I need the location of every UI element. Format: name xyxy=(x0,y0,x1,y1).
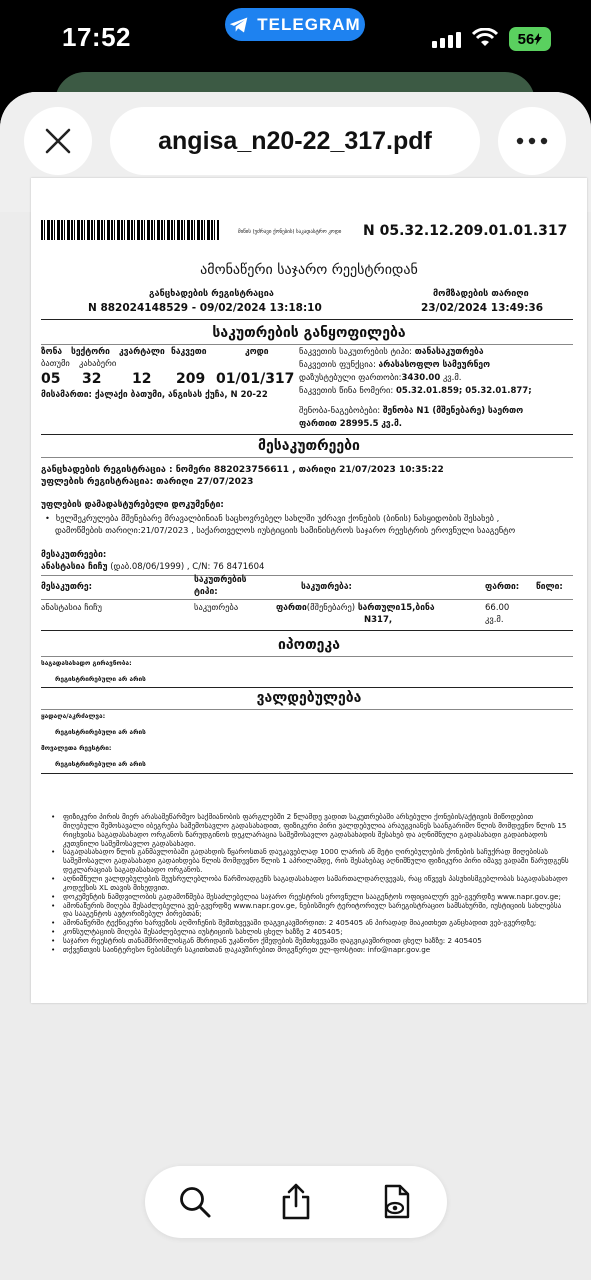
th-owner: მესაკუთრე: xyxy=(41,582,92,592)
pdf-page[interactable] xyxy=(31,178,587,1003)
docs-label: უფლების დამადასტურებელი დოკუმენტი: xyxy=(41,500,224,510)
divider xyxy=(41,344,573,345)
preview-button[interactable] xyxy=(373,1178,421,1226)
section-property: საკუთრების განყოფილება xyxy=(212,325,406,341)
th-share: წილი: xyxy=(536,582,563,592)
docs-line-1: • ხელშეკრულება მშენებარე მრავალბინიან საცხოვრებელ სახლში უძრავი ქონების (ბინის) ნასყიდობის შესახებ , xyxy=(45,514,499,524)
building-area-row: ფართით 28995.5 კვ.მ. xyxy=(299,419,403,429)
col-zone: ზონა xyxy=(41,347,63,357)
section-obligations: ვალდებულება xyxy=(256,690,362,706)
footnotes xyxy=(49,813,569,955)
wifi-icon xyxy=(472,28,498,48)
prep-date-value: 23/02/2024 13:49:36 xyxy=(421,302,544,314)
sector-name: კახაბერი xyxy=(79,359,117,369)
cadastral-code: N 05.32.12.209.01.01.317 xyxy=(363,223,568,239)
land-function-row: ნაკვეთის ფუნქცია: არასასოფლო სამეურნეო xyxy=(299,360,491,370)
owners-label: მესაკუთრეები: xyxy=(41,550,107,560)
row-area-unit: კვ.მ. xyxy=(485,615,504,625)
seizure-label: ყადაღა/აკრძალვა: xyxy=(41,712,106,720)
divider xyxy=(41,319,573,320)
divider xyxy=(41,630,573,631)
owner-line: ანასტასია ჩიჩუ (დაბ.08/06/1999) , C/N: 76 8471604 xyxy=(41,562,265,572)
area-row: დაზუსტებული ფართობი:3430.00 კვ.მ. xyxy=(299,373,462,383)
zone-number: 05 xyxy=(41,371,61,387)
status-bar xyxy=(0,0,591,78)
charging-bolt-icon xyxy=(534,33,542,45)
tax-lien-label: საგადასახადო გირავნობა: xyxy=(41,659,132,667)
divider xyxy=(41,656,573,657)
divider xyxy=(41,434,573,435)
sector-number: 32 xyxy=(82,371,102,387)
close-icon xyxy=(45,128,71,154)
footnote: • კონსულტაციის მიღება შესაძლებელია იუსტიციის სახლის ცხელ ხაზზე 2 405405; xyxy=(49,928,569,937)
battery-indicator xyxy=(509,27,551,51)
app-reg-value: N 882024148529 - 09/02/2024 13:18:10 xyxy=(88,302,322,314)
divider xyxy=(41,599,573,600)
divider xyxy=(41,575,573,576)
share-button[interactable] xyxy=(272,1178,320,1226)
creditors-status: რეგისტრირებული არ არის xyxy=(55,760,146,768)
telegram-icon xyxy=(229,16,249,34)
search-button[interactable] xyxy=(171,1178,219,1226)
barcode xyxy=(41,220,219,240)
th-type-2: ტიპი: xyxy=(194,587,218,597)
row-area: 66.00 xyxy=(485,603,510,613)
share-icon xyxy=(280,1183,312,1221)
quarter-number: 12 xyxy=(132,371,152,387)
clock: 17:52 xyxy=(62,22,131,52)
close-button[interactable] xyxy=(24,107,92,175)
footnote: • თქვენთვის საინტერესო ნებისმიერ საკითხთან დაკავშირებით მოგვწერეთ ელ-ფოსტით: info@napr.gov.ge xyxy=(49,946,569,955)
section-mortgage: იპოთეკა xyxy=(278,637,340,653)
footnote: • საჯარო რეესტრის თანამშრომლისგან მხრიდან უკანონო ქმედების შემთხვევაში დაგვიკავშირდით ცხელ ხაზზე: 2 405405 xyxy=(49,937,569,946)
building-row: შენობა-ნაგებობები: შენობა N1 (მშენებარე) საერთო xyxy=(299,406,524,416)
file-name: angisa_n20-22_317.pdf xyxy=(158,126,432,155)
footnote: • აღნიშნული ვალდებულების შეუსრულებლობა წარმოადგენს საგადასახადო სამართალდარღვევას, რაც იწვევს პასუხისმგებლობას საგადასახადო კოდექსის XL თავის მიხედვით. xyxy=(49,875,569,893)
cadastral-caption: მიწის (უძრავი ქონების) საკადასტრო კოდი xyxy=(238,229,342,235)
col-parcel: ნაკვეთი xyxy=(171,347,207,357)
seizure-status: რეგისტრირებული არ არის xyxy=(55,728,146,736)
divider xyxy=(41,773,573,774)
th-type-1: საკუთრების xyxy=(194,575,247,585)
divider xyxy=(41,709,573,710)
telegram-label: TELEGRAM xyxy=(257,14,361,34)
prep-date-label: მომზადების თარიღი xyxy=(433,289,529,299)
creditors-label: მოვალეთა რეესტრი: xyxy=(41,744,112,752)
row-type: საკუთრება xyxy=(194,603,239,613)
document-title: ამონაწერი საჯარო რეესტრიდან xyxy=(200,262,418,278)
footnote: • დოკუმენტის ნამდვილობის გადამოწმება შესაძლებელია საჯარო რეესტრის ეროვნული სააგენტოს ოფიციალურ ვებ-გვერდზე www.napr.gov.ge; xyxy=(49,893,569,902)
more-options-button[interactable] xyxy=(498,107,566,175)
row-property-line-2: N317, xyxy=(364,615,393,625)
footnote: • ფიზიკური პირის მიერ არასამეწარმეო საქმიანობის ფარგლებში 2 წლამდე ვადით საკუთრებაში არსებული ქონების/აქტივის მიწოდებით მიღებული შემოსავალი იბეგრება საშემოსავლო გადასახადით, ფიზიკური პირი ვალდებულია არაუგვიანეს საანგარიშო წლის მომდევნო წლის 15 რიცხვისა საგადასახადო ორგანოს წარუდგინოს დეკლარაცია საშემოსავლო გადასახადის შესახებ და აღნიშნული გადასახადი გადაიხადოს კუთვნილი საშემოსავლო გადასახადი. xyxy=(49,813,569,848)
code-number: 01/01/317 xyxy=(216,371,295,387)
file-title-pill xyxy=(110,107,480,175)
docs-line-2: დამოწმების თარიღი:21/07/2023 , საქართველოს იუსტიციის სამინისტროს საჯარო რეესტრის ეროვნული სააგენტო xyxy=(55,525,516,535)
app-reg-label: განცხადების რეგისტრაცია xyxy=(149,289,274,299)
row-property: ფართი(მშენებარე) სართული15,ბინა xyxy=(276,603,435,613)
land-type-row: ნაკვეთის საკუთრების ტიპი: თანასაკუთრება xyxy=(299,347,484,357)
footnote: • ამონაწერის მიღება შესაძლებელია ვებ-გვერდზე www.napr.gov.ge, ნებისმიერ ტერიტორიულ სარეგისტრაციო სამსახურში, იუსტიციის სახლებსა და სააგენტოს ავტორიზებულ პირებთან; xyxy=(49,902,569,920)
battery-level: 56 xyxy=(517,30,535,48)
divider xyxy=(41,457,573,458)
bottom-toolbar xyxy=(145,1166,447,1238)
ownership-app-reg: განცხადების რეგისტრაცია : ნომერი 882023756611 , თარიღი 21/07/2023 10:35:22 xyxy=(41,465,444,475)
right-reg: უფლების რეგისტრაცია: თარიღი 27/07/2023 xyxy=(41,477,254,487)
footnote: • ამონაწერში ტექნიკური ხარვეზის აღმოჩენის შემთხვევაში დაგვიკავშირდით: 2 405405 ან პირადად მიაკითხეთ განცხადით ვებ-გვერდზე; xyxy=(49,919,569,928)
document-preview-icon xyxy=(381,1184,413,1220)
footnote: • საგადასახადო წლის განმავლობაში გადახდის წყაროსთან დაუკავებლად 1000 ლარის ან მეტი ღირებულების ქონების საჩუქრად მიღებისას საშემოსავლო გადასახადი გადაიხდება წლის მომდევნო წლის 1 აპრილამდე, რის შესახებაც აღნიშნული ფიზიკური პირი იმავე ვადაში წარუდგენს დეკლარაციას საგადასახადო ორგანოს. xyxy=(49,848,569,875)
divider xyxy=(41,687,573,688)
row-owner: ანასტასია ჩიჩუ xyxy=(41,603,102,613)
th-property: საკუთრება: xyxy=(301,582,352,592)
parcel-number: 209 xyxy=(176,371,206,387)
prev-number-row: ნაკვეთის წინა ნომერი: 05.32.01.859; 05.32.01.877; xyxy=(299,386,532,396)
cellular-signal-icon xyxy=(432,32,464,48)
section-ownership: მესაკუთრეები xyxy=(258,438,360,454)
col-sector: სექტორი xyxy=(71,347,110,357)
tax-lien-status: რეგისტრირებული არ არის xyxy=(55,675,146,683)
address: მისამართი: ქალაქი ბათუმი, ანგისას ქუჩა, N 20-22 xyxy=(41,390,268,400)
th-area: ფართი: xyxy=(485,582,520,592)
col-quarter: კვარტალი xyxy=(119,347,165,357)
col-code: კოდი xyxy=(245,347,269,357)
more-icon xyxy=(516,137,548,145)
telegram-return-pill[interactable] xyxy=(225,8,365,41)
search-icon xyxy=(178,1185,212,1219)
zone-name: ბათუმი xyxy=(41,359,70,369)
